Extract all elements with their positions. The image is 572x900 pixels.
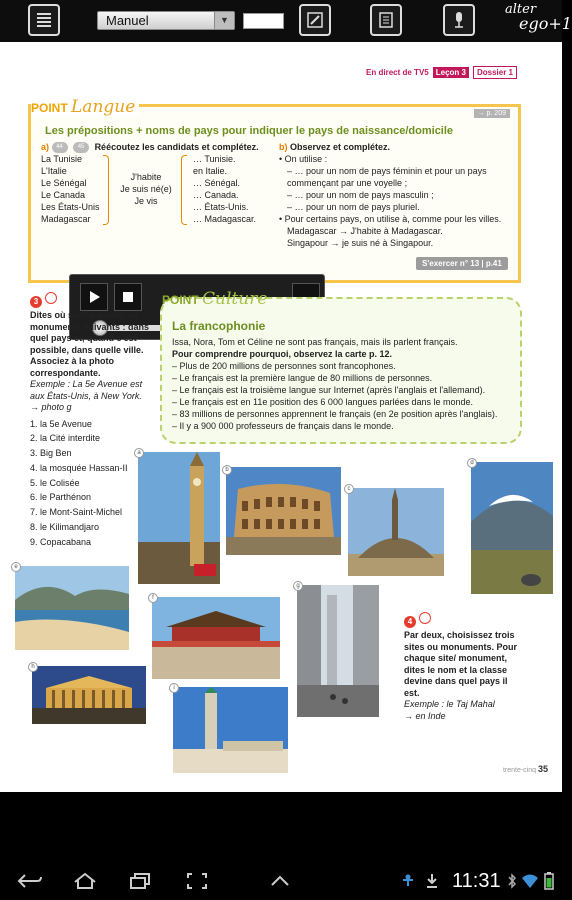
exercise-3-example-answer: → photo g bbox=[30, 402, 72, 412]
list-item: 2. la Cité interdite bbox=[30, 433, 101, 444]
culture-heading: La francophonie bbox=[172, 319, 266, 333]
exercise-4 bbox=[404, 612, 524, 722]
brace-right bbox=[181, 155, 187, 225]
photo-label: a bbox=[134, 448, 144, 458]
list-item: 4. la mosquée Hassan-II bbox=[30, 462, 128, 473]
download-icon bbox=[422, 870, 442, 892]
rule-line: – … pour un nom de pays féminin et pour un pays commençant par une voyelle ; bbox=[287, 166, 487, 188]
group-icon bbox=[45, 292, 57, 304]
culture-word-label: Culture bbox=[202, 289, 268, 309]
list-item: 7. le Mont-Saint-Michel bbox=[30, 507, 123, 518]
verb-item: J'habite bbox=[130, 172, 162, 182]
part-a-letter: a) bbox=[41, 142, 50, 152]
notebook-icon[interactable] bbox=[370, 4, 402, 36]
langue-word-label: Langue bbox=[71, 97, 136, 117]
culture-point-label: POINT bbox=[162, 293, 199, 307]
culture-intro: Issa, Nora, Tom et Céline ne sont pas français, mais ils parlent français. bbox=[172, 337, 458, 347]
part-a-instruction: Réécoutez les candidats et complétez. bbox=[94, 142, 259, 152]
up-arrow-icon[interactable] bbox=[265, 870, 295, 892]
page-footer bbox=[503, 764, 548, 774]
system-navbar bbox=[0, 860, 562, 900]
country-item: L'Italie bbox=[41, 166, 67, 176]
culture-text bbox=[172, 336, 497, 432]
answer-item: … Tunisie. bbox=[193, 154, 236, 164]
logo-line2: ego+1 bbox=[519, 14, 572, 33]
top-toolbar bbox=[0, 0, 572, 42]
microphone-icon[interactable] bbox=[443, 4, 475, 36]
logo-line1: alter bbox=[505, 2, 537, 17]
photo-label: e bbox=[11, 562, 21, 572]
battery-icon bbox=[540, 870, 558, 892]
rule-line: • Pour certains pays, on utilise à, comme pour les villes. bbox=[279, 214, 502, 224]
list-item: 5. le Colisée bbox=[30, 477, 80, 488]
photo-kilimanjaro bbox=[471, 462, 553, 594]
photo-parthenon bbox=[32, 666, 146, 724]
point-culture-box bbox=[160, 289, 522, 444]
alter-ego-logo bbox=[505, 3, 572, 31]
part-b-instruction: Observez et complétez. bbox=[290, 142, 391, 152]
exercise-3 bbox=[30, 292, 150, 550]
book-select-value: Manuel bbox=[106, 13, 149, 28]
answer-item: en Italie. bbox=[193, 166, 228, 176]
exercise-number-badge: 4 bbox=[404, 616, 416, 628]
country-item: Les États-Unis bbox=[41, 202, 100, 212]
page-number: 35 bbox=[537, 764, 548, 774]
list-item: 3. Big Ben bbox=[30, 448, 72, 459]
photo-label: i bbox=[169, 683, 179, 693]
book-select[interactable] bbox=[97, 11, 235, 30]
pen-edit-icon[interactable] bbox=[299, 4, 331, 36]
photo-copacabana bbox=[15, 566, 129, 650]
rule-line: Singapour → je suis né à Singapour. bbox=[287, 238, 434, 248]
exercise-4-instruction: Par deux, choisissez trois sites ou monuments. Pour chaque site/ monument, dites le nom et la classe devine dans quel pays il est. bbox=[404, 630, 518, 698]
page-number-input[interactable] bbox=[243, 13, 284, 29]
rule-line: Madagascar → J'habite à Madagascar. bbox=[287, 226, 443, 236]
culture-fact: – 83 millions de personnes apprennent le français (en 2e position après l'anglais). bbox=[172, 409, 498, 419]
verb-item: Je suis né(e) bbox=[120, 184, 172, 194]
photo-label: d bbox=[467, 458, 477, 468]
exercise-3-example: Exemple : La 5e Avenue est aux États-Unis, à New York. bbox=[30, 379, 143, 401]
list-item: 1. la 5e Avenue bbox=[30, 418, 92, 429]
culture-fact: – Le français est en 11e position des 6 000 langues parlées dans le monde. bbox=[172, 397, 474, 407]
part-a-header bbox=[41, 141, 259, 153]
bluetooth-icon bbox=[506, 870, 518, 892]
back-icon[interactable] bbox=[15, 870, 45, 892]
answer-item: … Canada. bbox=[193, 190, 239, 200]
part-b bbox=[279, 141, 513, 249]
exercise-4-example-answer: → en Inde bbox=[404, 710, 446, 721]
brace-left bbox=[103, 155, 109, 225]
list-icon[interactable] bbox=[28, 4, 60, 36]
rule-line: – … pour un nom de pays masculin ; bbox=[287, 190, 434, 200]
culture-fact: – Le français est la première langue de 80 millions de personnes. bbox=[172, 373, 433, 383]
exercise-3-instruction: Dites où sont les sites ou monuments suivants : dans quel pays et, quand c'est possible, dans quelle ville. Associez à la photo correspondante. bbox=[30, 310, 150, 378]
audio-track-icon[interactable]: 44 bbox=[52, 142, 68, 153]
list-item: 8. le Kilimandjaro bbox=[30, 522, 100, 533]
answer-item: … Madagascar. bbox=[193, 214, 257, 224]
country-item: La Tunisie bbox=[41, 154, 83, 164]
photo-big-ben bbox=[138, 452, 220, 584]
country-list bbox=[41, 153, 100, 225]
rule-line: • On utilise : bbox=[279, 154, 328, 164]
photo-label: g bbox=[293, 581, 303, 591]
part-b-letter: b) bbox=[279, 142, 288, 152]
point-culture-title bbox=[162, 289, 267, 309]
langue-subtitle: Les prépositions + noms de pays pour indiquer le pays de naissance/domicile bbox=[45, 125, 454, 137]
dossier-badge: Dossier 1 bbox=[473, 66, 517, 79]
monument-list bbox=[30, 417, 150, 550]
page-number-word: trente-cinq bbox=[502, 767, 537, 774]
photo-forbidden-city bbox=[152, 597, 280, 679]
photo-label: c bbox=[344, 484, 354, 494]
country-item: Le Canada bbox=[41, 190, 86, 200]
answer-item: … États-Unis. bbox=[193, 202, 249, 212]
photo-label: b bbox=[222, 465, 232, 475]
rule-line: – … pour un nom de pays pluriel. bbox=[287, 202, 420, 212]
header-source: En direct de TV5 bbox=[366, 68, 429, 77]
audio-track-icon[interactable]: 45 bbox=[73, 142, 89, 153]
verb-item: Je vis bbox=[134, 196, 158, 206]
home-icon[interactable] bbox=[70, 870, 100, 892]
country-item: Le Sénégal bbox=[41, 178, 87, 188]
page-bottom-margin bbox=[0, 792, 562, 860]
photo-label: h bbox=[28, 662, 38, 672]
culture-question: Pour comprendre pourquoi, observez la carte p. 12. bbox=[172, 349, 393, 359]
point-langue-title bbox=[31, 97, 139, 117]
accessibility-icon bbox=[398, 870, 418, 892]
photo-colosseum bbox=[226, 467, 341, 555]
screenshot-icon[interactable] bbox=[182, 870, 212, 892]
textbook-page bbox=[0, 42, 562, 792]
photo-label: f bbox=[148, 593, 158, 603]
photo-mont-saint-michel bbox=[348, 488, 444, 576]
exercise-4-example: Exemple : le Taj Mahal bbox=[404, 699, 495, 709]
page-header bbox=[366, 66, 517, 79]
exercise-ref-link[interactable]: S'exercer n° 13 | p.41 bbox=[416, 257, 508, 270]
photo-hassan-ii-mosque bbox=[173, 687, 288, 773]
langue-point-label: POINT bbox=[31, 101, 68, 115]
photo-fifth-avenue bbox=[297, 585, 379, 717]
status-clock: 11:31 bbox=[452, 870, 501, 892]
group-icon bbox=[419, 612, 431, 624]
country-item: Madagascar bbox=[41, 214, 91, 224]
point-langue-box bbox=[28, 97, 521, 283]
recent-apps-icon[interactable] bbox=[125, 870, 155, 892]
grammar-page-ref[interactable]: → p. 209 bbox=[474, 109, 510, 118]
lesson-badge: Leçon 3 bbox=[433, 67, 469, 78]
wifi-icon bbox=[520, 870, 540, 892]
answer-list bbox=[193, 153, 256, 225]
culture-fact: – Le français est la troisième langue sur Internet (après l'anglais et l'allemand). bbox=[172, 385, 486, 395]
list-item: 9. Copacabana bbox=[30, 536, 92, 547]
verb-list bbox=[115, 171, 177, 207]
culture-fact: – Il y a 900 000 professeurs de français dans le monde. bbox=[172, 421, 394, 431]
answer-item: … Sénégal. bbox=[193, 178, 241, 188]
culture-fact: – Plus de 200 millions de personnes sont francophones. bbox=[172, 361, 396, 371]
list-item: 6. le Parthénon bbox=[30, 492, 92, 503]
chevron-down-icon: ▼ bbox=[214, 12, 234, 29]
exercise-number-badge: 3 bbox=[30, 296, 42, 308]
